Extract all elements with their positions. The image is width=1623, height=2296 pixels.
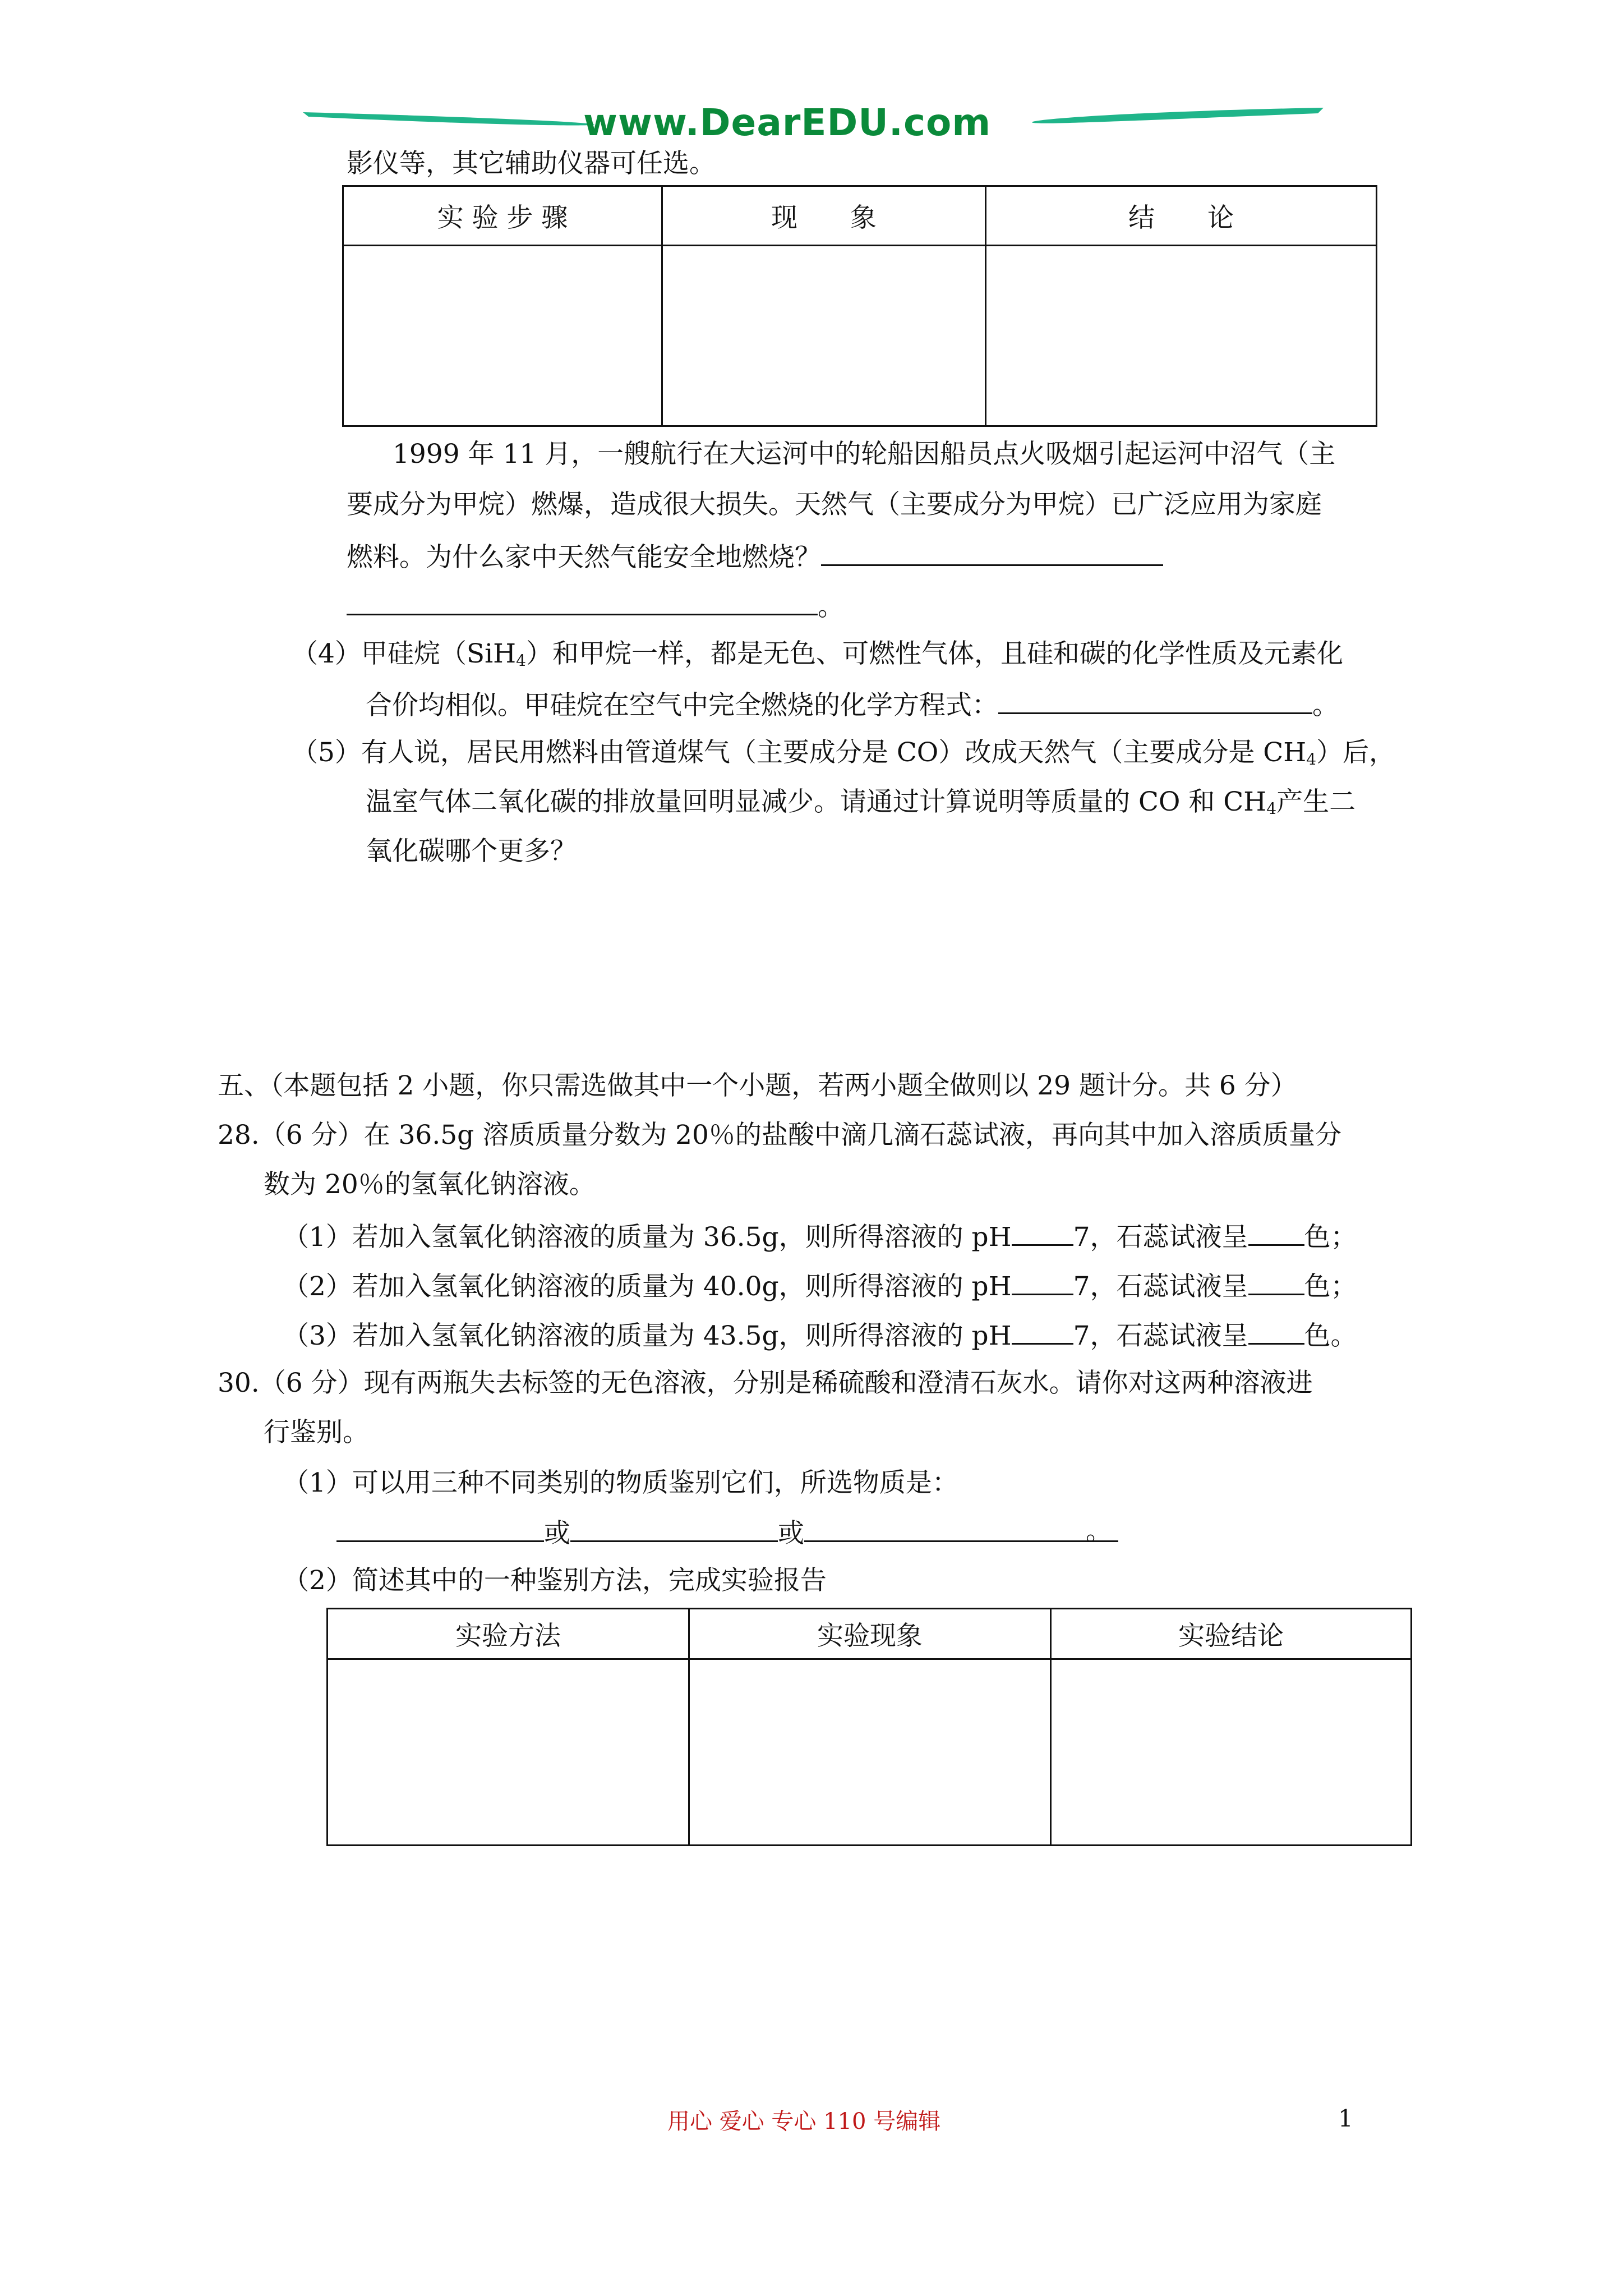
q5-line2-text-a: 温室气体二氧化碳的排放量回明显减少。请通过计算说明等质量的 CO 和 CH [366,786,1267,817]
answer-blank-substance-2[interactable] [570,1515,778,1542]
right-swoosh [1032,108,1324,123]
q5-line1-text-b: ）后， [1316,737,1396,768]
q28-sub3 [283,1317,1357,1353]
answer-blank-gas-safety[interactable] [821,539,1163,566]
page-number: 1 [1338,2105,1353,2132]
para-1999-line1: 1999 年 11 月，一艘航行在大运河中的轮船因船员点火吸烟引起运河中沼气（主 [393,439,1336,470]
q28-sub1 [283,1218,1357,1254]
q28-sub2-text-b: 7，石蕊试液呈 [1073,1271,1248,1302]
table1-cell-conclusion[interactable] [986,246,1377,426]
table1-header-steps: 实 验 步 骤 [343,186,662,246]
q5-line3: 氧化碳哪个更多？ [366,836,577,867]
table2-header-conclusion: 实验结论 [1051,1609,1412,1659]
answer-blank-color-2[interactable] [1248,1268,1304,1295]
para-1999-line3: 燃料。为什么家中天然气能安全地燃烧？ [347,542,821,573]
table2-cell-conclusion[interactable] [1051,1659,1412,1846]
q28-line1: 28.（6 分）在 36.5g 溶质质量分数为 20％的盐酸中滴几滴石蕊试液，再向其中加入溶质质量分 [218,1120,1341,1151]
answer-blank-substance-3[interactable] [804,1515,1118,1542]
q5-line2-text-b: 产生二 [1276,786,1356,817]
footer-text: 用心 爱心 专心 110 号编辑 [667,2109,941,2134]
q28-sub3-text-b: 7，石蕊试液呈 [1073,1320,1248,1351]
q28-sub1-text-c: 色； [1304,1222,1357,1253]
q5-line1-text-a: （5）有人说，居民用燃料由管道煤气（主要成分是 CO）改成天然气（主要成分是 CH [292,737,1307,768]
q30-sub1: （1）可以用三种不同类别的物质鉴别它们，所选物质是： [283,1467,958,1498]
period: 。 [1312,690,1339,721]
table1-header-phenomenon: 现 象 [662,186,986,246]
or-text-2: 或 [778,1518,804,1549]
q5-subscript-1: 4 [1306,750,1317,769]
q28-sub1-text: （1）若加入氢氧化钠溶液的质量为 36.5g，则所得溶液的 pH [283,1222,1012,1253]
answer-blank-equation[interactable] [998,687,1312,714]
left-swoosh [303,112,594,125]
q28-sub2 [283,1268,1357,1304]
q4-line1-text-b: ）和甲烷一样，都是无色、可燃性气体，且硅和碳的化学性质及元素化 [525,638,1343,669]
table2-cell-method[interactable] [328,1659,689,1846]
table1-cell-steps[interactable] [343,246,662,426]
q4-subscript: 4 [516,651,526,670]
experiment-table-1 [342,185,1377,427]
para-1999-line2: 要成分为甲烷）燃爆，造成很大损失。天然气（主要成分为甲烷）已广泛应用为家庭 [347,489,1322,520]
q4-line2: 合价均相似。甲硅烷在空气中完全燃烧的化学方程式： [366,690,998,721]
q4-line1-text-a: （4）甲硅烷（SiH [292,638,517,669]
answer-blank-substance-1[interactable] [336,1515,544,1542]
q28-sub3-text-c: 色。 [1304,1320,1357,1351]
q30-sub2: （2）简述其中的一种鉴别方法，完成实验报告 [283,1565,827,1596]
answer-blank-gas-safety-cont[interactable] [347,588,818,615]
q28-sub2-text: （2）若加入氢氧化钠溶液的质量为 40.0g，则所得溶液的 pH [283,1271,1012,1302]
q30-answer-end: 。 [1086,1516,1112,1547]
table2-header-phenomenon: 实验现象 [689,1609,1051,1659]
table1-header-conclusion: 结 论 [986,186,1377,246]
q5-subscript-2: 4 [1266,799,1277,818]
table2-header-method: 实验方法 [328,1609,689,1659]
q5-line1 [292,736,1395,770]
site-logo-text[interactable]: www.DearEDU.com [583,101,992,144]
experiment-table-2 [326,1608,1412,1846]
q28-sub1-text-b: 7，石蕊试液呈 [1073,1222,1248,1253]
table2-cell-phenomenon[interactable] [689,1659,1051,1846]
q5-line2 [366,785,1355,819]
q30-answer-line [336,1515,1118,1550]
or-text-1: 或 [544,1518,570,1549]
answer-blank-color-1[interactable] [1248,1218,1304,1246]
answer-blank-ph-3[interactable] [1012,1317,1073,1345]
q4-line1 [292,637,1343,671]
intro-line: 影仪等，其它辅助仪器可任选。 [347,148,716,179]
table1-cell-phenomenon[interactable] [662,246,986,426]
q28-sub3-text: （3）若加入氢氧化钠溶液的质量为 43.5g，则所得溶液的 pH [283,1320,1012,1351]
answer-blank-color-3[interactable] [1248,1317,1304,1345]
section-5-heading: 五、（本题包括 2 小题，你只需选做其中一个小题，若两小题全做则以 29 题计分。共 6 分） [218,1070,1297,1101]
q28-sub2-text-c: 色； [1304,1271,1357,1302]
q30-line2: 行鉴别。 [264,1417,369,1448]
q28-line2: 数为 20％的氢氧化钠溶液。 [264,1169,596,1200]
answer-blank-ph-2[interactable] [1012,1268,1073,1295]
q30-line1: 30.（6 分）现有两瓶失去标签的无色溶液，分别是稀硫酸和澄清石灰水。请你对这两种溶液进 [218,1368,1313,1398]
period: 。 [818,591,844,622]
answer-blank-ph-1[interactable] [1012,1218,1073,1246]
